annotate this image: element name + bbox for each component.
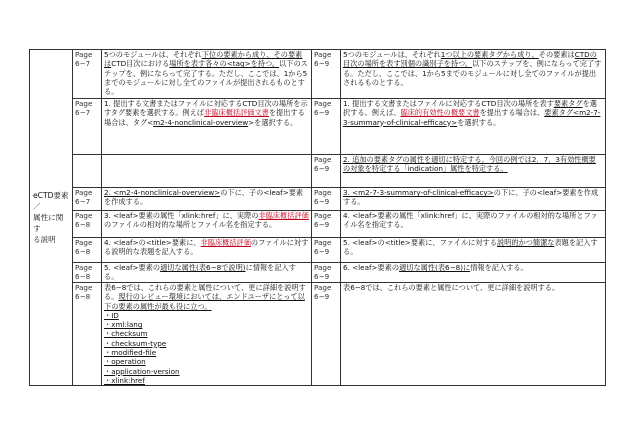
left-text-cell <box>102 211 312 238</box>
page-ref-line: 6−9 <box>314 272 330 282</box>
right-text: 3. <m2-7-3-summary-of-clinical-efficacy>の下に、子の<leaf>要素を作成する。 <box>343 188 599 207</box>
page-ref-line: Page <box>314 263 332 272</box>
page-ref-line: Page <box>75 99 93 108</box>
right-text: 2. 追加の要素タグの属性を適切に特定する。今回の例では2．7．3有効性概要の対象を特定する「indication」属性を特定する。 <box>343 155 596 174</box>
page-ref-line: Page <box>314 99 332 108</box>
right-page-ref <box>312 238 341 263</box>
page-ref-line: Page <box>314 188 332 197</box>
right-text: 1. 提出する文書またはファイルに対応するCTD目次の場所を表す要素タグを選択する。例えば、臨床的有効性の概要文書を提出する場合は、要素タグ<m2-7-3-summary-of-clinical-efficacy>を選択する。 <box>343 99 601 127</box>
table-row <box>30 263 606 283</box>
table-row <box>30 238 606 263</box>
left-text-cell <box>102 50 312 99</box>
right-text-cell <box>341 238 606 263</box>
right-text-cell <box>341 50 606 99</box>
comparison-table-body <box>30 50 606 386</box>
attribute-list <box>104 311 309 385</box>
left-page-ref <box>73 99 102 155</box>
table-row <box>30 211 606 238</box>
page-ref-line: Page <box>314 238 332 247</box>
page-ref-line: Page <box>75 50 93 59</box>
left-text: 1. 提出する文書またはファイルに対応するCTD目次の場所を示すタグ要素を選択する。例えば非臨床概括評価文書を提出する場合は、タグ<m2-4-nonclinical-overview>を選択する。 <box>104 99 308 127</box>
page-ref-line: 6−8 <box>75 247 91 257</box>
left-text: 4. <leaf>の<title>要素に、非臨床概括評価のファイルに対する説明的な表題を記入する。 <box>104 238 309 257</box>
page-ref-line: 6−9 <box>314 292 330 302</box>
attribute-list-item: ・xml:lang <box>104 320 143 330</box>
right-text-cell <box>341 263 606 283</box>
right-page-ref <box>312 211 341 238</box>
page-ref-line: 6−9 <box>314 164 330 174</box>
page-ref-line: 6−7 <box>75 108 91 118</box>
page-ref-line: 6−8 <box>75 220 91 230</box>
page-ref-line: Page <box>314 50 332 59</box>
right-page-ref <box>312 99 341 155</box>
table-row <box>30 155 606 188</box>
left-text: 3. <leaf>要素の属性「xlink:href」に、実際の非臨床概括評価のファイルの相対的な場所とファイル名を指定する。 <box>104 211 309 230</box>
page-ref-line: Page <box>75 211 93 220</box>
left-text: 表6−8では、これらの要素と属性について、更に詳細を説明する。現行のレビュー環境においては、エンドユーザにとって以下の要素の属性が最も役に立つ。 <box>104 283 306 311</box>
page-ref-line: 6−7 <box>75 197 91 207</box>
left-text-cell <box>102 283 312 386</box>
right-page-ref <box>312 50 341 99</box>
page-ref-line: Page <box>75 263 93 272</box>
page-ref-line: Page <box>75 283 93 292</box>
right-text-cell <box>341 188 606 211</box>
page-ref-line: 6−9 <box>314 59 330 69</box>
attribute-list-item: ・xlink:href <box>104 375 145 385</box>
attribute-list-item: ・modified-file <box>104 348 157 358</box>
table-row <box>30 99 606 155</box>
right-page-ref <box>312 188 341 211</box>
right-text: 6. <leaf>要素の適切な属性(表6−8)に情報を記入する。 <box>343 263 528 272</box>
page-ref-line: 6−7 <box>75 59 91 69</box>
right-text-cell <box>341 155 606 188</box>
category-line: る説明 <box>33 235 56 245</box>
left-text-cell <box>102 238 312 263</box>
right-text-cell <box>341 211 606 238</box>
right-text: 表6−8では、これらの要素と属性について、更に詳細を説明する。 <box>343 283 560 292</box>
attribute-list-item: ・checksum-type <box>104 338 167 348</box>
right-text: 5つのモジュールは、それぞれ1つ以上の要素タグから成り、その要素はCTDの目次の場所を表す別個の識別子を持つ。以下のステップを、例にならって完了する。ただし、ここでは、1から5までのモジュールに対し全てのファイルが提出されるものとする。 <box>343 50 602 87</box>
right-text: 4. <leaf>要素の属性「xlink:href」に、実際のファイルの相対的な場所とファイル名を指定する。 <box>343 211 598 230</box>
right-text-cell <box>341 99 606 155</box>
attribute-list-item: ・operation <box>104 357 146 367</box>
page-ref-line: Page <box>314 211 332 220</box>
left-text-cell <box>102 99 312 155</box>
left-page-ref <box>73 238 102 263</box>
page-ref-line: Page <box>314 283 332 292</box>
right-text: 5. <leaf>の<title>要素に、ファイルに対する説明的かつ簡潔な表題を記入する。 <box>343 238 598 257</box>
right-page-ref <box>312 283 341 386</box>
page-ref-line: 6−8 <box>75 292 91 302</box>
page-ref-line: Page <box>314 155 332 164</box>
left-text-cell <box>102 263 312 283</box>
attribute-list-item: ・checksum <box>104 329 148 339</box>
right-page-ref <box>312 263 341 283</box>
attribute-list-item: ・ID <box>104 310 119 320</box>
attribute-list-item: ・application-version <box>104 366 180 376</box>
page-ref-line: 6−9 <box>314 108 330 118</box>
page-ref-line: 6−8 <box>75 272 91 282</box>
left-page-ref <box>73 283 102 386</box>
left-text: 5つのモジュールは、それぞれ下位の要素から成り、その要素はCTD目次における場所を表す各々の<tag>を持つ。以下のステップを、例にならって完了する。ただし、ここでは、1から5までのモジュールに対し全てのファイルが提出されるものとする。 <box>104 50 308 97</box>
page-ref-line: 6−9 <box>314 247 330 257</box>
page-ref-line: 6−9 <box>314 220 330 230</box>
category-line: 属性に関す <box>33 213 64 234</box>
left-page-ref <box>73 211 102 238</box>
left-text-cell <box>102 155 312 188</box>
table-row <box>30 283 606 386</box>
left-text: 5. <leaf>要素の適切な属性(表6−8で説明)に情報を記入する。 <box>104 263 296 282</box>
left-page-ref <box>73 50 102 99</box>
page-ref-line: Page <box>75 188 93 197</box>
right-page-ref <box>312 155 341 188</box>
table-row <box>30 188 606 211</box>
page-ref-line: Page <box>75 238 93 247</box>
left-text-cell <box>102 188 312 211</box>
left-page-ref <box>73 263 102 283</box>
comparison-table <box>29 49 606 386</box>
left-page-ref <box>73 155 102 188</box>
left-text: 2. <m2-4-nonclinical-overview>の下に、子の<leaf>要素を作成する。 <box>104 188 304 207</box>
left-page-ref <box>73 188 102 211</box>
category-label <box>30 50 73 386</box>
table-row <box>30 50 606 99</box>
page-ref-line: 6−9 <box>314 197 330 207</box>
category-line: eCTD要素／ <box>33 191 69 212</box>
right-text-cell <box>341 283 606 386</box>
